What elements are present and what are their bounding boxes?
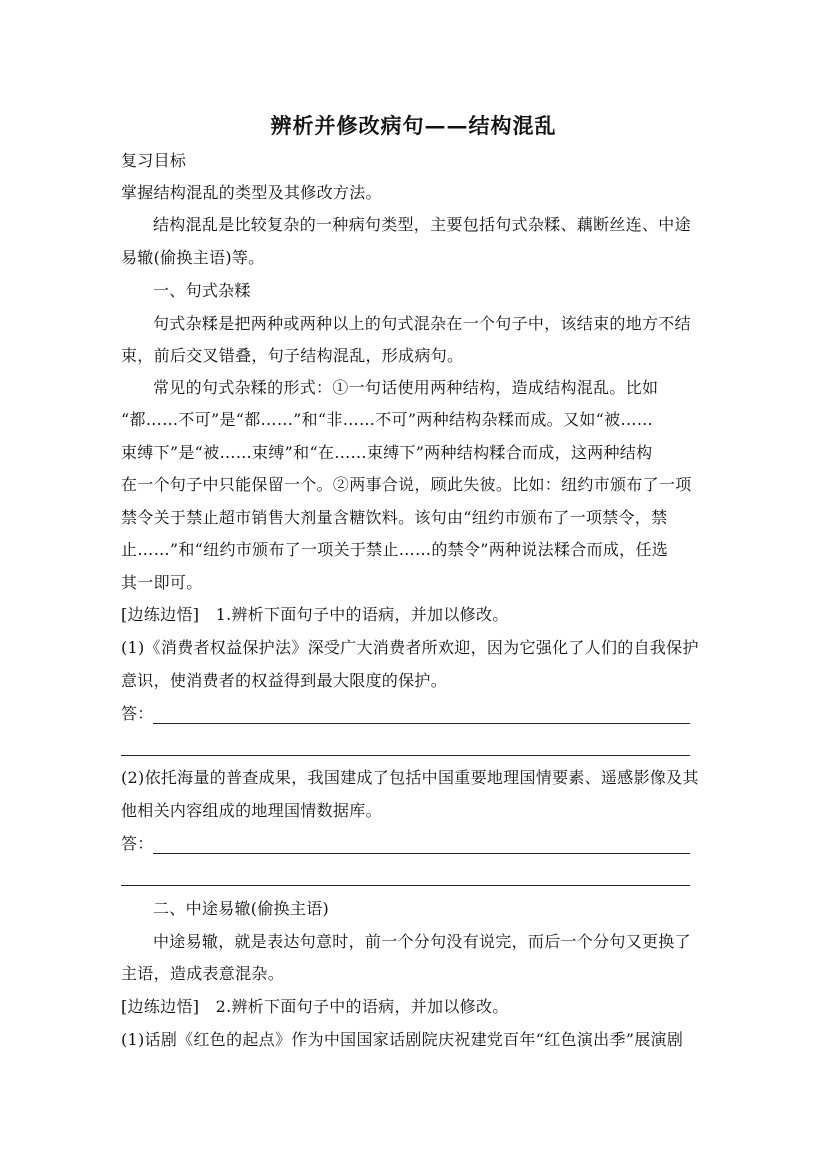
paragraph-line: 中途易辙，就是表达句意时，前一个分句没有说完，而后一个分句又更换了 [153, 932, 691, 951]
paragraph-line: 其一即可。 [121, 573, 203, 592]
paragraph-line: “都……不可”是“都……”和“非……不可”两种结构杂糅而成。又如“被…… [121, 410, 654, 429]
answer-line[interactable] [153, 723, 690, 724]
review-goal-heading: 复习目标 [121, 151, 187, 170]
paragraph-line: 主语，造成表意混杂。 [121, 964, 285, 983]
document-title: 辨析并修改病句——结构混乱 [270, 113, 557, 138]
paragraph-line: 禁令关于禁止超市销售大剂量含糖饮料。该句由“纽约市颁布了一项禁令，禁 [121, 508, 668, 527]
section-heading-2: 二、中途易辙(偷换主语) [153, 899, 330, 918]
paragraph-line: 易辙(偷换主语)等。 [121, 248, 265, 267]
paragraph-line: 止……”和“纽约市颁布了一项关于禁止……的禁令”两种说法糅合而成，任选 [121, 540, 669, 559]
answer-line[interactable] [121, 885, 690, 886]
exercise-1-q1: (1)《消费者权益保护法》深受广大消费者所欢迎，因为它强化了人们的自我保护 [121, 638, 699, 657]
answer-label: 答： [121, 704, 154, 723]
paragraph-line: 束缚下”是“被……束缚”和“在……束缚下”两种结构糅合而成，这两种结构 [121, 443, 653, 462]
review-goal-text: 掌握结构混乱的类型及其修改方法。 [121, 183, 382, 202]
answer-line[interactable] [153, 853, 690, 854]
exercise-1-q2: (2)依托海量的普查成果，我国建成了包括中国重要地理国情要素、遥感影像及其 [121, 768, 699, 787]
paragraph-line: 在一个句子中只能保留一个。②两事合说，顾此失彼。比如：纽约市颁布了一项 [121, 475, 692, 494]
section-heading-1: 一、句式杂糅 [153, 281, 251, 300]
answer-line[interactable] [121, 755, 690, 756]
answer-label: 答： [121, 834, 154, 853]
paragraph-line: 结构混乱是比较复杂的一种病句类型，主要包括句式杂糅、藕断丝连、中途 [153, 215, 691, 234]
exercise-1-q2-cont: 他相关内容组成的地理国情数据库。 [121, 801, 382, 820]
paragraph-line: 束，前后交叉错叠，句子结构混乱，形成病句。 [121, 346, 464, 365]
exercise-1-q1-cont: 意识，使消费者的权益得到最大限度的保护。 [121, 671, 448, 690]
paragraph-line: 常见的句式杂糅的形式：①一句话使用两种结构，造成结构混乱。比如 [153, 378, 659, 397]
exercise-2-prompt: [边练边悟] 2.辨析下面句子中的语病，并加以修改。 [121, 997, 509, 1016]
exercise-1-prompt: [边练边悟] 1.辨析下面句子中的语病，并加以修改。 [121, 605, 509, 624]
exercise-2-q1: (1)话剧《红色的起点》作为中国国家话剧院庆祝建党百年“红色演出季”展演剧 [121, 1030, 684, 1049]
paragraph-line: 句式杂糅是把两种或两种以上的句式混杂在一个句子中，该结束的地方不结 [153, 314, 691, 333]
